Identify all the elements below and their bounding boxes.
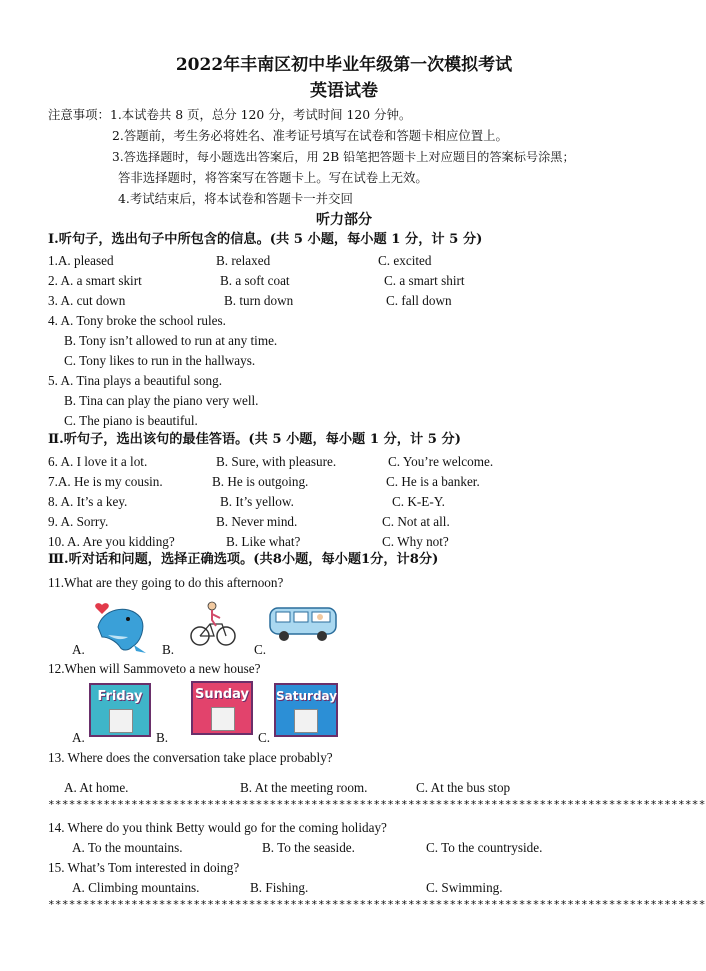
q13-option-b: B. At the meeting room.: [240, 780, 368, 795]
notes-line-4: 答非选择题时，将答案写在答题卡上。写在试卷上无效。: [118, 170, 428, 185]
q15-option-a: A. Climbing mountains.: [72, 880, 200, 895]
q14-stem: 14. Where do you think Betty would go for the coming holiday?: [48, 820, 387, 835]
calendar-saturday: [274, 683, 338, 737]
q5-option-a: 5. A. Tina plays a beautiful song.: [48, 373, 222, 388]
q11-option-b: B.: [162, 642, 175, 657]
dolphin-picture: [88, 597, 154, 655]
q11-stem: 11.What are they going to do this afternoon?: [48, 575, 284, 590]
q6-option-a: 6. A. I love it a lot.: [48, 454, 148, 469]
notes-line-1: 注意事项：1.本试卷共 8 页，总分 120 分，考试时间 120 分钟。: [48, 107, 412, 122]
listening-heading: 听力部分: [316, 212, 372, 228]
q1-option-b: B. relaxed: [216, 253, 271, 268]
exam-title: 2022年丰南区初中毕业年级第一次模拟考试: [175, 55, 513, 75]
calendar-friday: [89, 683, 151, 737]
q11-option-a: A.: [72, 642, 85, 657]
q3-option-c: C. fall down: [386, 293, 452, 308]
q12-option-c: C.: [258, 730, 271, 745]
notes-line-3: 3.答选择题时，每小题选出答案后，用 2B 铅笔把答题卡上对应题目的答案标号涂黑；: [112, 150, 575, 164]
q14-option-b: B. To the seaside.: [262, 840, 355, 855]
calendar-sunday: [191, 681, 253, 735]
q9-option-c: C. Not at all.: [382, 514, 450, 529]
section-2-heading: Ⅱ.听句子，选出该句的最佳答语。(共 5 小题，每小题 1 分，计 5 分): [48, 432, 461, 447]
q2-option-a: 2. A. a smart skirt: [48, 273, 142, 288]
q5-option-b: B. Tina can play the piano very well.: [64, 393, 259, 408]
q15-stem: 15. What’s Tom interested in doing?: [48, 860, 240, 875]
calendar-page-icon: [211, 707, 235, 731]
q2-option-c: C. a smart shirt: [384, 273, 465, 288]
q13-option-a: A. At home.: [64, 780, 129, 795]
q2-option-b: B. a soft coat: [220, 273, 290, 288]
notes-label: 注意事项：: [48, 107, 110, 122]
q7-option-b: B. He is outgoing.: [212, 474, 309, 489]
q10-option-c: C. Why not?: [382, 534, 449, 549]
separator-line-bottom: ***********************************************************************************************: [48, 898, 706, 911]
q14-option-c: C. To the countryside.: [426, 840, 543, 855]
q10-option-b: B. Like what?: [226, 534, 301, 549]
q9-option-b: B. Never mind.: [216, 514, 298, 529]
section-1-heading: Ⅰ.听句子，选出句子中所包含的信息。(共 5 小题，每小题 1 分，计 5 分): [48, 232, 483, 247]
q8-option-b: B. It’s yellow.: [220, 494, 294, 509]
calendar-saturday-label: Saturday: [276, 689, 338, 703]
cyclist-picture: [190, 600, 236, 648]
calendar-sunday-label: Sunday: [194, 687, 250, 702]
section-3-heading: Ⅲ.听对话和问题，选择正确选项。(共8小题，每小题1分，计8分): [48, 552, 439, 567]
q4-option-c: C. Tony likes to run in the hallways.: [64, 353, 256, 368]
q12-option-a: A.: [72, 730, 85, 745]
q1-option-c: C. excited: [378, 253, 432, 268]
calendar-page-icon: [294, 709, 318, 733]
q8-option-c: C. K-E-Y.: [392, 494, 445, 509]
q1-option-a: 1.A. pleased: [48, 253, 114, 268]
q14-option-a: A. To the mountains.: [72, 840, 183, 855]
q11-option-c: C.: [254, 642, 267, 657]
q6-option-b: B. Sure, with pleasure.: [216, 454, 337, 469]
q15-option-b: B. Fishing.: [250, 880, 309, 895]
q3-option-a: 3. A. cut down: [48, 293, 126, 308]
separator-line: ***********************************************************************************************: [48, 798, 706, 811]
calendar-friday-label: Friday: [97, 689, 143, 704]
q15-option-c: C. Swimming.: [426, 880, 503, 895]
exam-subtitle: 英语试卷: [310, 81, 378, 101]
bus-picture: [268, 604, 338, 644]
q8-option-a: 8. A. It’s a key.: [48, 494, 128, 509]
q7-option-a: 7.A. He is my cousin.: [48, 474, 163, 489]
q13-option-c: C. At the bus stop: [416, 780, 511, 795]
q13-stem: 13. Where does the conversation take place probably?: [48, 750, 333, 765]
notes-line-5: 4.考试结束后，将本试卷和答题卡一并交回: [118, 191, 353, 206]
q4-option-a: 4. A. Tony broke the school rules.: [48, 313, 226, 328]
calendar-page-icon: [109, 709, 133, 733]
q7-option-c: C. He is a banker.: [386, 474, 480, 489]
q9-option-a: 9. A. Sorry.: [48, 514, 109, 529]
q10-option-a: 10. A. Are you kidding?: [48, 534, 175, 549]
q5-option-c: C. The piano is beautiful.: [64, 413, 198, 428]
q3-option-b: B. turn down: [224, 293, 294, 308]
q6-option-c: C. You’re welcome.: [388, 454, 494, 469]
notes-line-2: 2.答题前，考生务必将姓名、准考证号填写在试卷和答题卡相应位置上。: [112, 128, 508, 143]
q4-option-b: B. Tony isn’t allowed to run at any time.: [64, 333, 278, 348]
q12-stem: 12.When will Sammoveto a new house?: [48, 661, 261, 676]
q12-option-b: B.: [156, 730, 169, 745]
